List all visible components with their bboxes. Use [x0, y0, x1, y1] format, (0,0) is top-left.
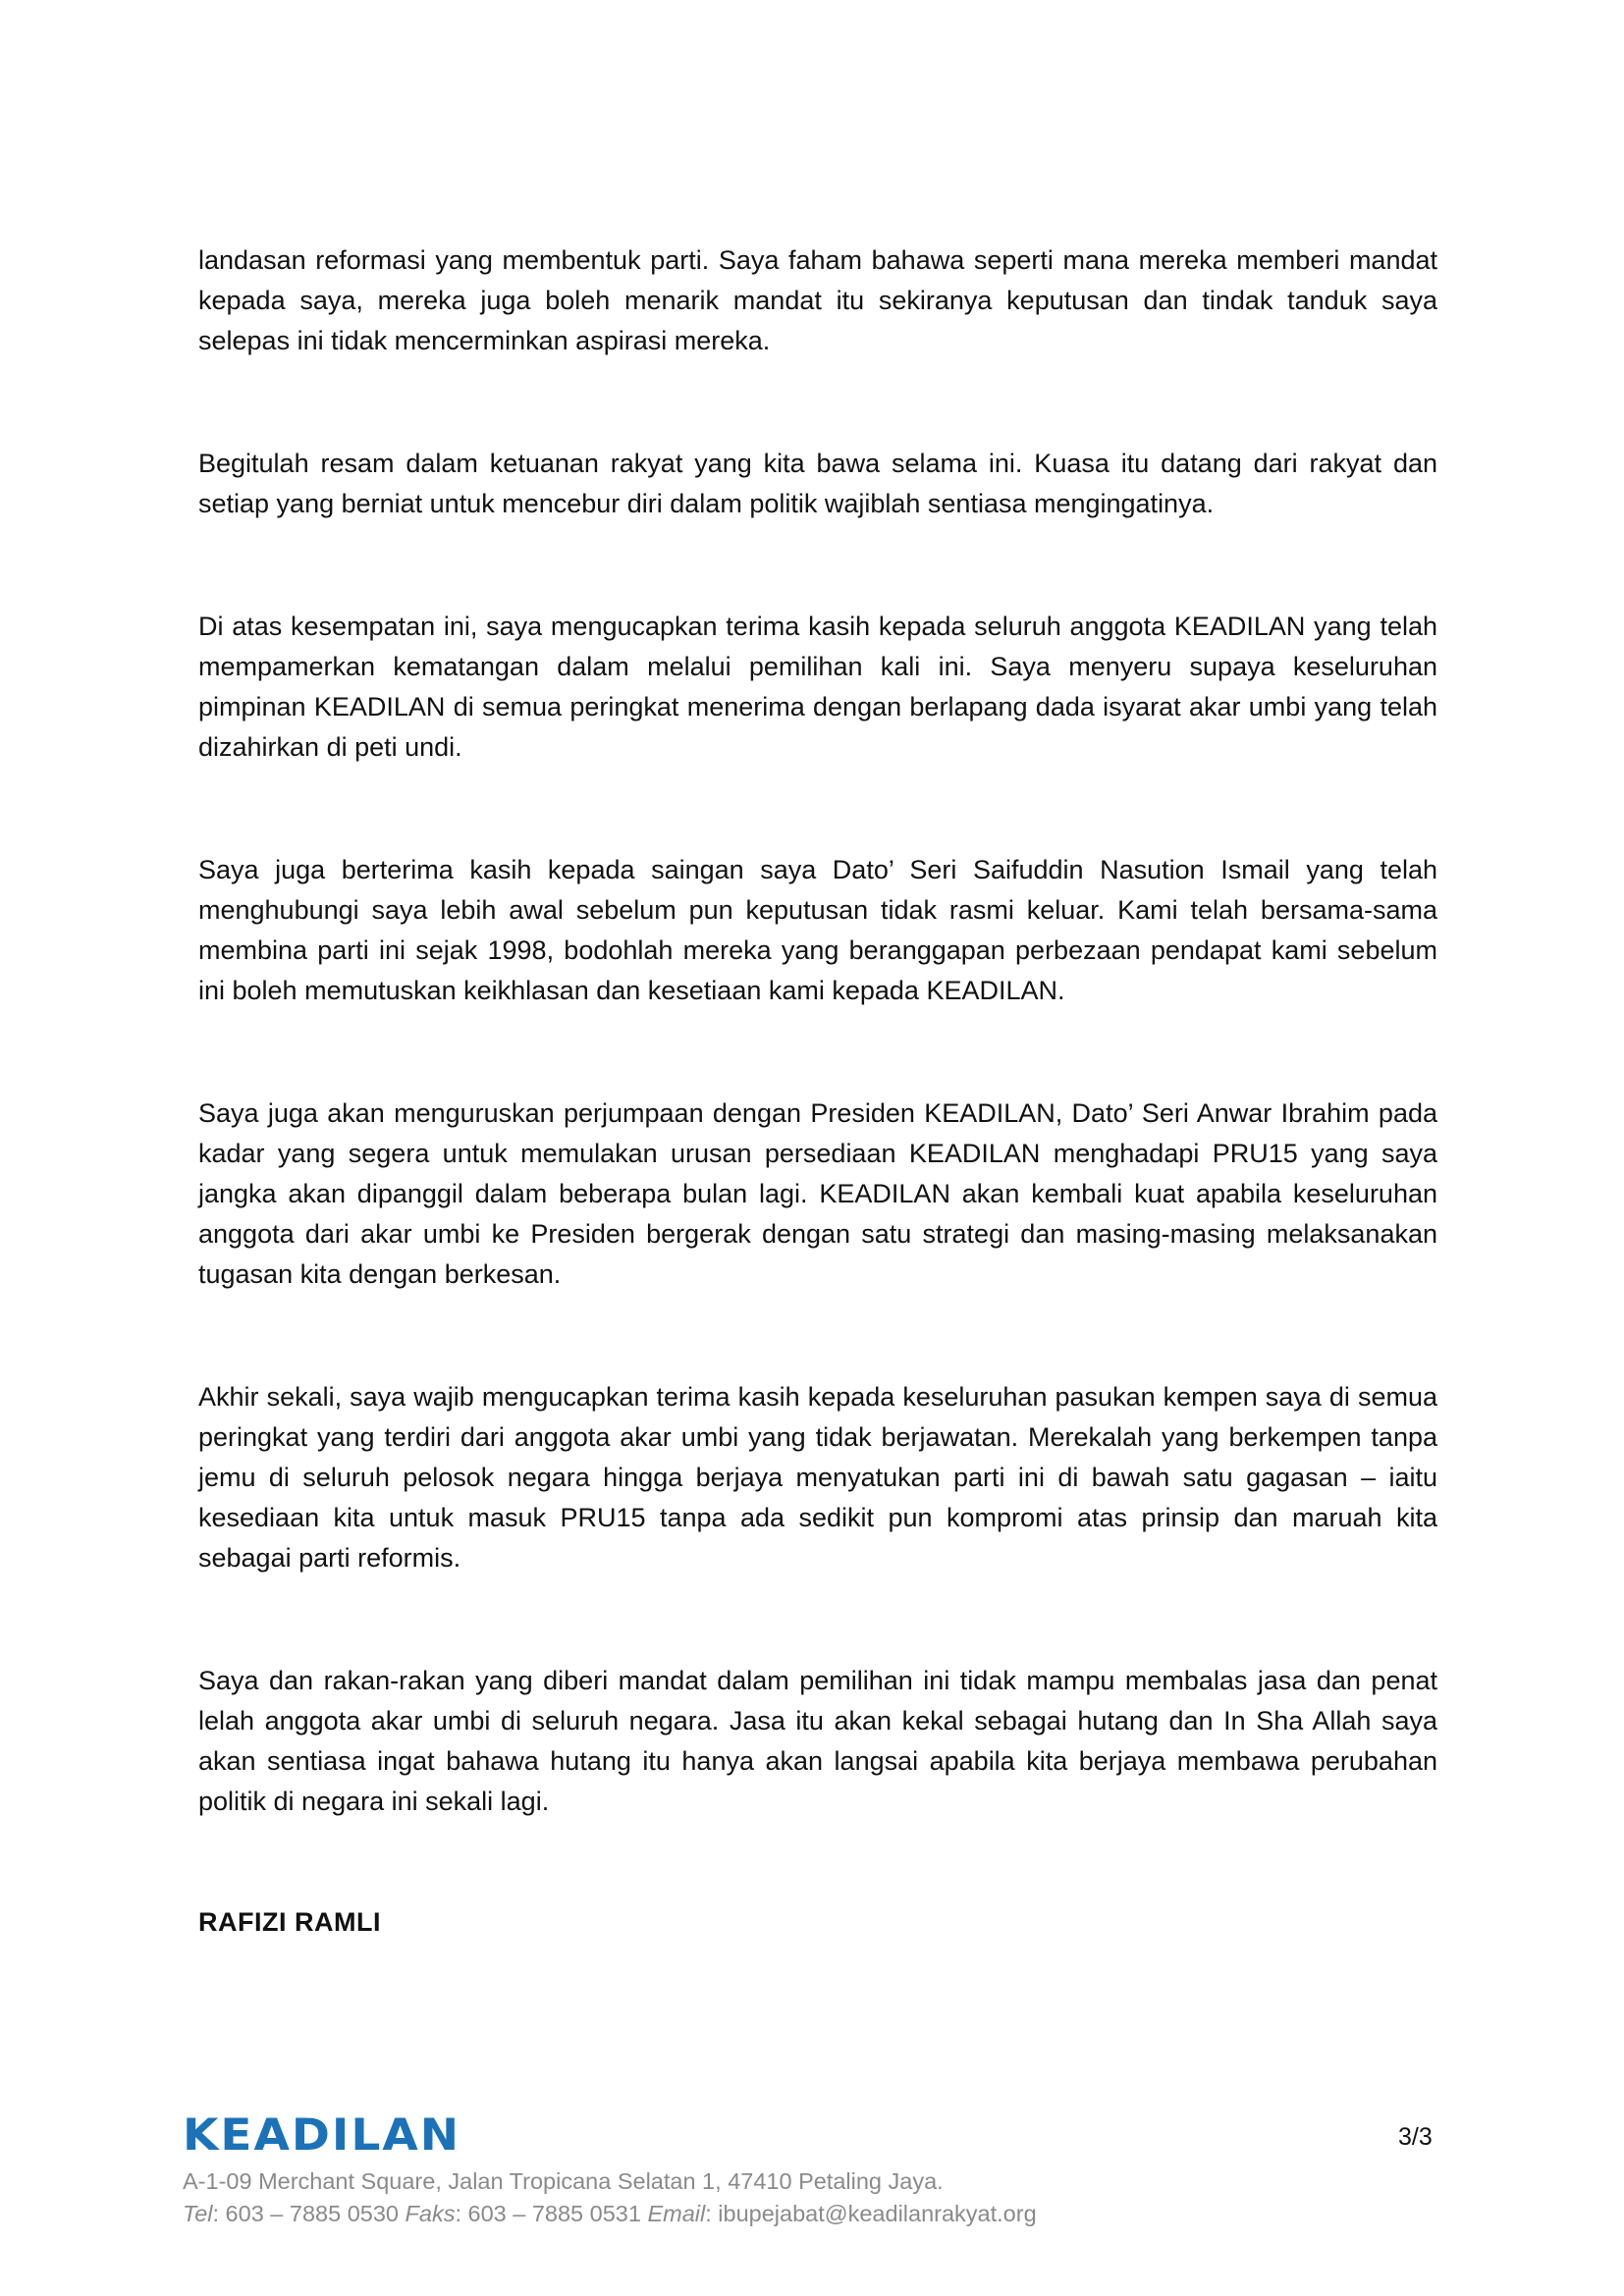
paragraph-3: Di atas kesempatan ini, saya mengucapkan terima kasih kepada seluruh anggota KEADILAN yang telah mempamerkan kematangan dalam melalui pemilihan kali ini. Saya menyeru supaya keseluruhan pimpinan KEADILAN di semua peringkat menerima dengan berlapang dada isyarat akar umbi yang telah dizahirkan di peti undi. — [198, 612, 1437, 762]
paragraph-6: Akhir sekali, saya wajib mengucapkan terima kasih kepada keseluruhan pasukan kempen saya di semua peringkat yang terdiri dari anggota akar umbi yang tidak berjawatan. Merekalah yang berkempen tanpa jemu di seluruh pelosok negara hingga berjaya menyatukan parti ini di bawah satu gagasan – iaitu kesediaan kita untuk masuk PRU15 tanpa ada sedikit pun kompromi atas prinsip dan maruah kita sebagai parti reformis. — [198, 1382, 1437, 1573]
footer-contact — [183, 2198, 1439, 2230]
email-label: Email — [647, 2201, 706, 2226]
paragraph-5: Saya juga akan menguruskan perjumpaan dengan Presiden KEADILAN, Dato’ Seri Anwar Ibrahim pada kadar yang segera untuk memulakan urusan persediaan KEADILAN menghadapi PRU15 yang saya jangka akan dipanggil dalam beberapa bulan lagi. KEADILAN akan kembali kuat apabila keseluruhan anggota dari akar umbi ke Presiden bergerak dengan satu strategi dan masing-masing melaksanakan tugasan kita dengan berkesan. — [198, 1098, 1437, 1289]
paragraph-4: Saya juga berterima kasih kepada saingan saya Dato’ Seri Saifuddin Nasution Ismail yang telah menghubungi saya lebih awal sebelum pun keputusan tidak rasmi keluar. Kami telah bersama-sama membina parti ini sejak 1998, bodohlah mereka yang beranggapan perbezaan pendapat kami sebelum ini boleh memutuskan keikhlasan dan kesetiaan kami kepada KEADILAN. — [198, 855, 1437, 1005]
tel-value: : 603 – 7885 0530 — [212, 2201, 406, 2226]
page-number: 3/3 — [1398, 2123, 1433, 2151]
faks-value: : 603 – 7885 0531 — [455, 2201, 648, 2226]
paragraph-7: Saya dan rakan-rakan yang diberi mandat dalam pemilihan ini tidak mampu membalas jasa dan penat lelah anggota akar umbi di seluruh negara. Jasa itu akan kekal sebagai hutang dan In Sha Allah saya akan sentiasa ingat bahawa hutang itu hanya akan langsai apabila kita berjaya membawa perubahan politik di negara ini sekali lagi. — [198, 1666, 1437, 1816]
paragraph-2: Begitulah resam dalam ketuanan rakyat yang kita bawa selama ini. Kuasa itu datang dari rakyat dan setiap yang berniat untuk mencebur diri dalam politik wajiblah sentiasa mengingatinya. — [198, 449, 1437, 518]
keadilan-logo: KEADILAN — [183, 2109, 461, 2162]
faks-label: Faks — [405, 2201, 456, 2226]
email-value: : ibupejabat@keadilanrakyat.org — [705, 2201, 1037, 2226]
footer-address: A-1-09 Merchant Square, Jalan Tropicana Selatan 1, 47410 Petaling Jaya. — [183, 2168, 944, 2194]
page-footer — [183, 2110, 1439, 2230]
tel-label: Tel — [183, 2201, 213, 2226]
signature-name: RAFIZI RAMLI — [198, 1907, 381, 1937]
letter-body — [198, 240, 1437, 1943]
paragraph-1: landasan reformasi yang membentuk parti. Saya faham bahawa seperti mana mereka memberi mandat kepada saya, mereka juga boleh menarik mandat itu sekiranya keputusan dan tindak tanduk saya selepas ini tidak mencerminkan aspirasi mereka. — [198, 245, 1437, 355]
